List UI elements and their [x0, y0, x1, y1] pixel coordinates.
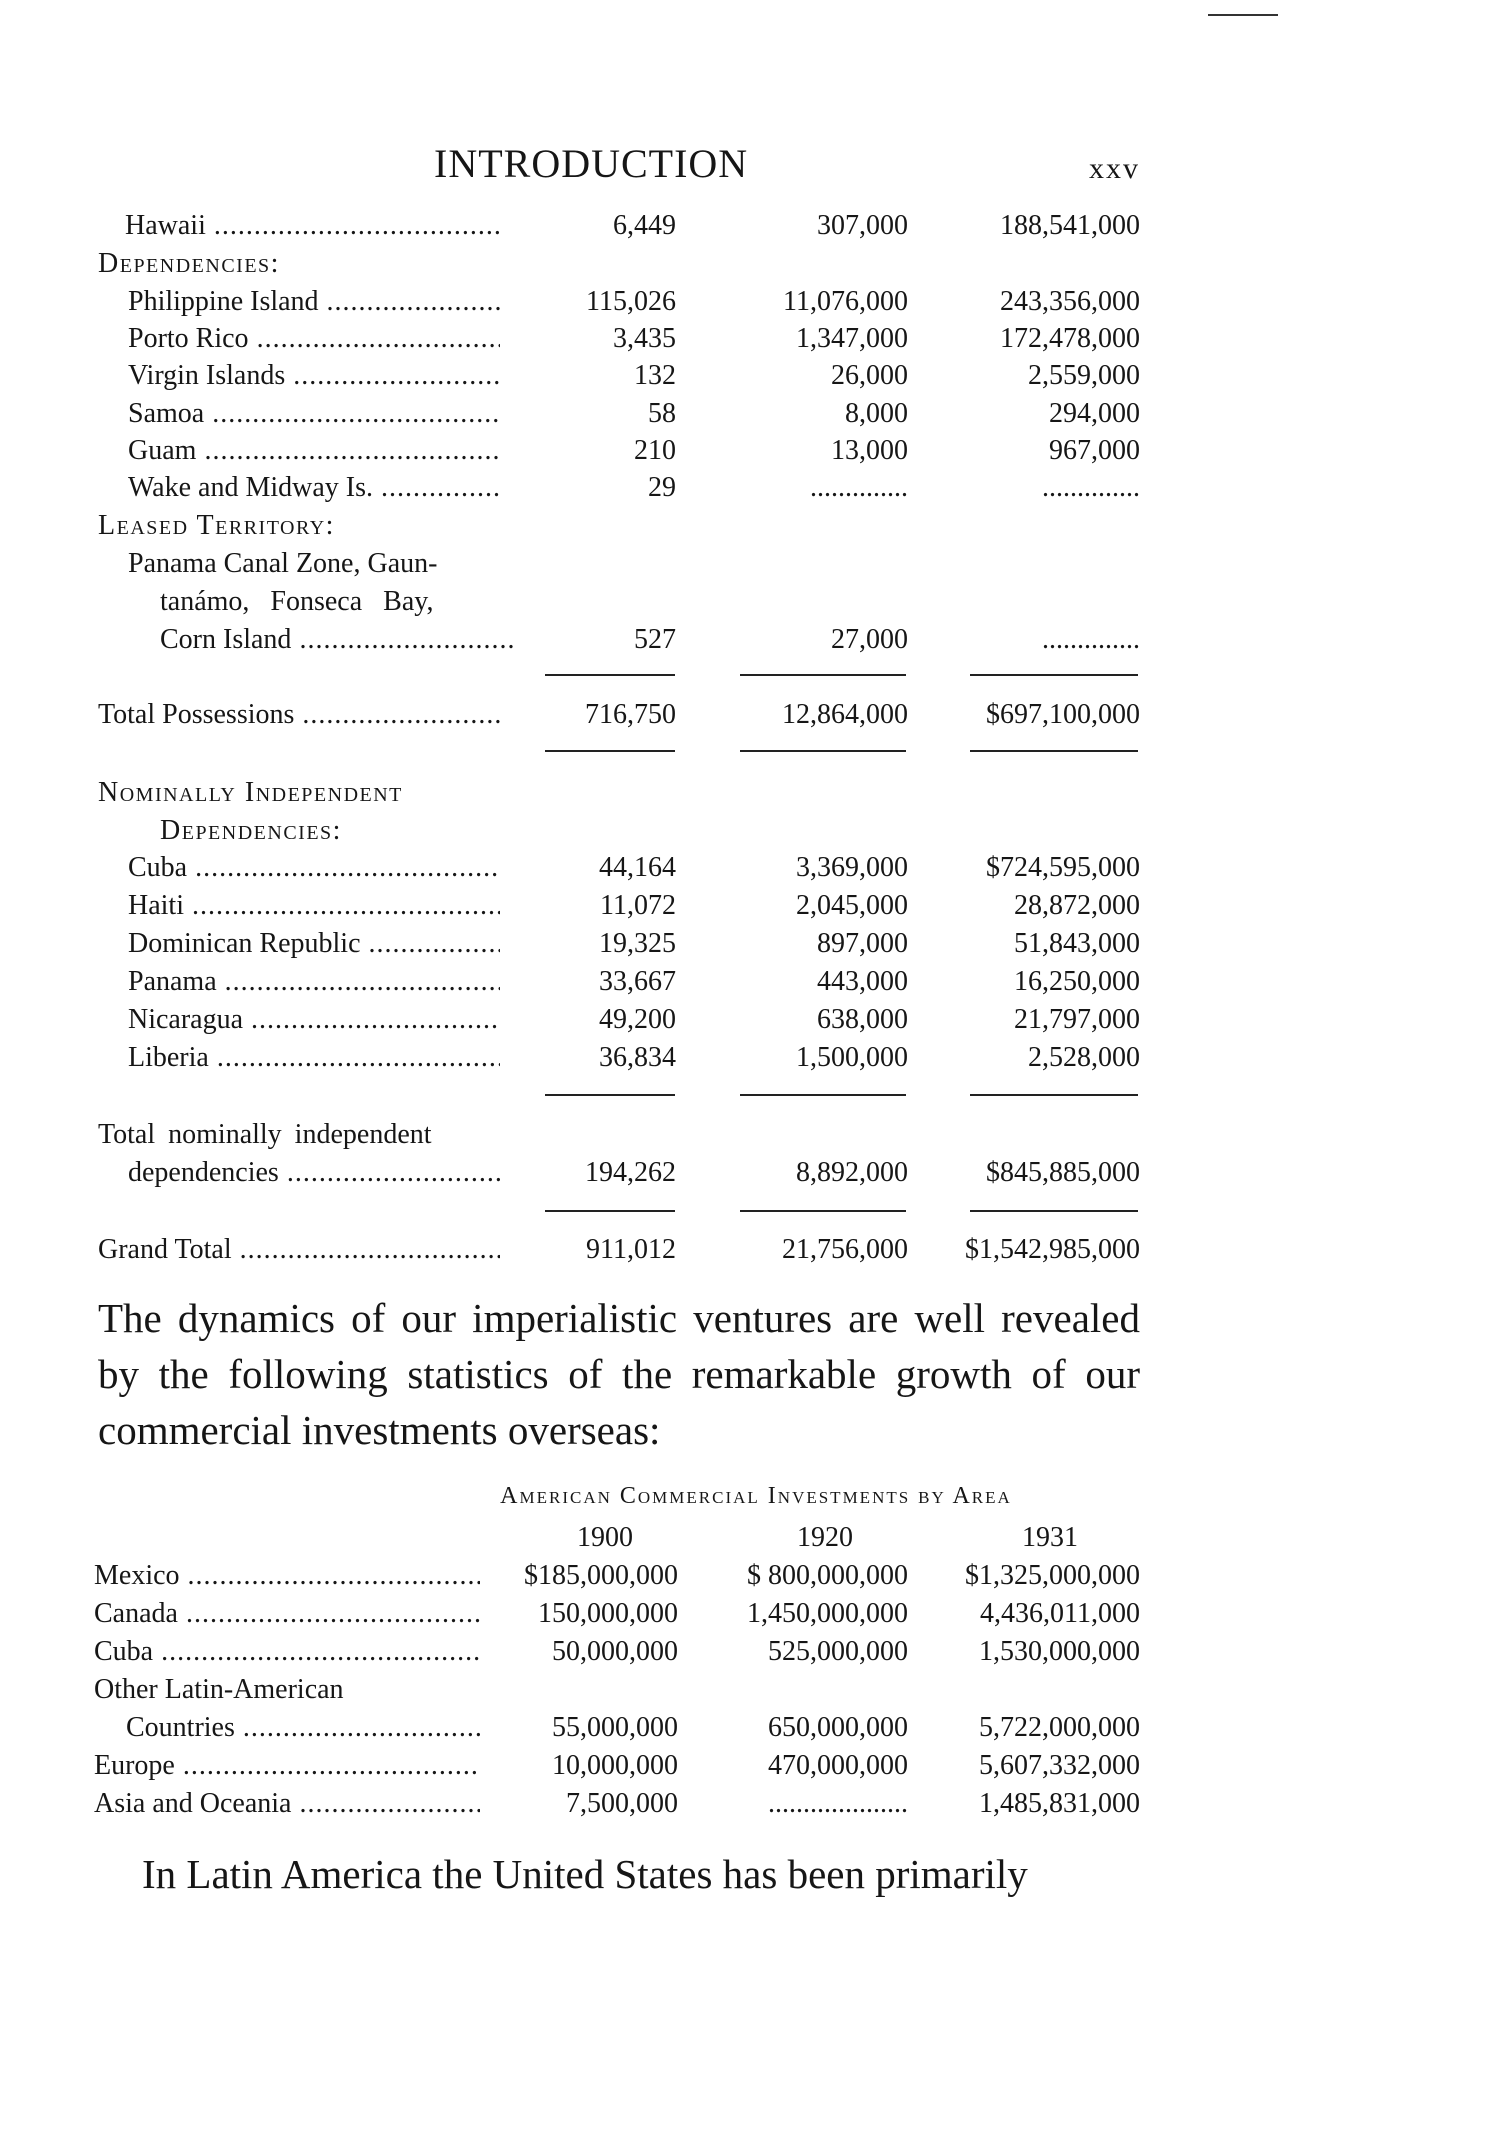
- column-rule: [970, 750, 1138, 752]
- value-1920: 1,450,000,000: [747, 1598, 908, 1629]
- value-value: 967,000: [1049, 435, 1140, 466]
- value-value: ..............: [1042, 472, 1140, 503]
- grand-total-row: [0, 1232, 1512, 1268]
- value-1920: 470,000,000: [768, 1750, 908, 1781]
- table-row: [0, 964, 1512, 1000]
- area-value: 3,435: [613, 323, 676, 354]
- total-row: [0, 697, 1512, 733]
- population-value: 897,000: [817, 928, 908, 959]
- table-row-label-line: [0, 1672, 1512, 1708]
- column-rule: [740, 674, 906, 676]
- area-value: 911,012: [586, 1234, 676, 1265]
- table-row: [0, 433, 1512, 469]
- population-value: 13,000: [831, 435, 908, 466]
- column-rule: [970, 1210, 1138, 1212]
- column-rule: [545, 1094, 675, 1096]
- row-label: Samoa .....: [128, 396, 500, 432]
- nominal-heading-line2: Dependencies:: [160, 815, 342, 846]
- population-value: 638,000: [817, 1004, 908, 1035]
- row-label: Asia and Oceania .....: [94, 1786, 480, 1822]
- column-header-1900: 1900: [577, 1522, 633, 1553]
- population-value: ..............: [810, 472, 908, 503]
- population-value: 11,076,000: [783, 286, 908, 317]
- table-row: [0, 470, 1512, 506]
- value-1920: 525,000,000: [768, 1636, 908, 1667]
- column-rule: [545, 1210, 675, 1212]
- area-value: 44,164: [599, 852, 676, 883]
- table-row: [0, 1748, 1512, 1784]
- table-row: [0, 1002, 1512, 1038]
- row-label: Corn Island .....: [160, 622, 516, 658]
- total-row: [0, 1155, 1512, 1191]
- value-value: 294,000: [1049, 398, 1140, 429]
- row-label: Canada .....: [94, 1596, 480, 1632]
- area-value: 33,667: [599, 966, 676, 997]
- row-label: tanámo, Fonseca Bay,: [160, 586, 434, 617]
- population-value: 27,000: [831, 624, 908, 655]
- table-row: [0, 926, 1512, 962]
- row-label: Cuba .....: [94, 1634, 480, 1670]
- area-value: 19,325: [599, 928, 676, 959]
- population-value: 12,864,000: [782, 699, 908, 730]
- area-value: 11,072: [600, 890, 676, 921]
- table-row: [0, 850, 1512, 886]
- row-label: Philippine Island .....: [128, 284, 500, 320]
- table-row: [0, 208, 1512, 244]
- row-label: Porto Rico .....: [128, 321, 500, 357]
- value-value: $1,542,985,000: [965, 1234, 1140, 1265]
- value-1931: 1,485,831,000: [979, 1788, 1140, 1819]
- population-value: 8,000: [845, 398, 908, 429]
- area-value: 210: [634, 435, 676, 466]
- table-row: [0, 1634, 1512, 1670]
- population-value: 2,045,000: [796, 890, 908, 921]
- row-label: Mexico .....: [94, 1558, 480, 1594]
- column-rule: [545, 750, 675, 752]
- value-value: 16,250,000: [1014, 966, 1140, 997]
- table-row: [0, 396, 1512, 432]
- row-label: Total Possessions .....: [98, 697, 500, 733]
- value-1931: 5,722,000,000: [979, 1712, 1140, 1743]
- row-label: dependencies .....: [128, 1155, 500, 1191]
- area-value: 115,026: [586, 286, 676, 317]
- population-value: 26,000: [831, 360, 908, 391]
- value-1900: $185,000,000: [524, 1560, 678, 1591]
- value-value: 243,356,000: [1000, 286, 1140, 317]
- row-label: Wake and Midway Is. .....: [128, 470, 500, 506]
- row-label: Europe .....: [94, 1748, 480, 1784]
- area-value: 29: [648, 472, 676, 503]
- value-value: 2,559,000: [1028, 360, 1140, 391]
- area-value: 6,449: [613, 210, 676, 241]
- table-row-label-line: [0, 1117, 1512, 1153]
- population-value: 307,000: [817, 210, 908, 241]
- value-value: $697,100,000: [986, 699, 1140, 730]
- page-number: xxv: [1089, 152, 1140, 185]
- area-value: 194,262: [585, 1157, 676, 1188]
- dependencies-heading: Dependencies:: [98, 248, 280, 279]
- column-rule: [545, 674, 675, 676]
- table-row: [0, 284, 1512, 320]
- area-value: 527: [634, 624, 676, 655]
- population-value: 8,892,000: [796, 1157, 908, 1188]
- row-label: Cuba .....: [128, 850, 500, 886]
- row-label: Dominican Republic .....: [128, 926, 500, 962]
- column-rule: [740, 1094, 906, 1096]
- table-row-label-line: [0, 584, 1512, 620]
- value-1931: $1,325,000,000: [965, 1560, 1140, 1591]
- column-rule: [740, 750, 906, 752]
- column-header-1920: 1920: [797, 1522, 853, 1553]
- table-row: [0, 1040, 1512, 1076]
- area-value: 49,200: [599, 1004, 676, 1035]
- column-rule: [970, 674, 1138, 676]
- row-label: Nicaragua .....: [128, 1002, 500, 1038]
- value-1920: ....................: [768, 1788, 908, 1819]
- column-rule: [970, 1094, 1138, 1096]
- value-1900: 55,000,000: [552, 1712, 678, 1743]
- row-label: Grand Total .....: [98, 1232, 500, 1268]
- value-1900: 7,500,000: [566, 1788, 678, 1819]
- section-heading: [0, 246, 1512, 282]
- leased-heading: Leased Territory:: [98, 510, 335, 541]
- table-title: American Commercial Investments by Area: [500, 1483, 1012, 1509]
- value-value: ..............: [1042, 624, 1140, 655]
- value-1900: 50,000,000: [552, 1636, 678, 1667]
- area-value: 58: [648, 398, 676, 429]
- row-label: Guam .....: [128, 433, 500, 469]
- table-row: [0, 1710, 1512, 1746]
- population-value: 21,756,000: [782, 1234, 908, 1265]
- row-label: Virgin Islands .....: [128, 358, 500, 394]
- population-value: 443,000: [817, 966, 908, 997]
- column-header-1931: 1931: [1022, 1522, 1078, 1553]
- row-label: Panama .....: [128, 964, 500, 1000]
- value-value: 188,541,000: [1000, 210, 1140, 241]
- value-1900: 10,000,000: [552, 1750, 678, 1781]
- table-row: [0, 358, 1512, 394]
- population-value: 3,369,000: [796, 852, 908, 883]
- column-rule: [740, 1210, 906, 1212]
- table-row: [0, 321, 1512, 357]
- value-1931: 4,436,011,000: [980, 1598, 1140, 1629]
- body-paragraph: In Latin America the United States has been primarily: [142, 1851, 1028, 1897]
- value-1900: 150,000,000: [538, 1598, 678, 1629]
- running-header: [98, 140, 1140, 196]
- value-1931: 1,530,000,000: [979, 1636, 1140, 1667]
- value-value: $724,595,000: [986, 852, 1140, 883]
- table-row-label-line: [0, 546, 1512, 582]
- area-value: 36,834: [599, 1042, 676, 1073]
- area-value: 132: [634, 360, 676, 391]
- row-label: Panama Canal Zone, Gaun-: [128, 548, 438, 579]
- nominal-heading-line1: Nominally Independent: [98, 777, 403, 808]
- table-row: [0, 888, 1512, 924]
- value-value: 21,797,000: [1014, 1004, 1140, 1035]
- table-row: [0, 622, 1512, 658]
- row-label: Haiti .....: [128, 888, 500, 924]
- value-value: 2,528,000: [1028, 1042, 1140, 1073]
- page-title: INTRODUCTION: [434, 141, 749, 186]
- row-label: Liberia .....: [128, 1040, 500, 1076]
- value-value: 51,843,000: [1014, 928, 1140, 959]
- row-label: Other Latin-American: [94, 1674, 344, 1705]
- population-value: 1,500,000: [796, 1042, 908, 1073]
- row-label: Countries .....: [126, 1710, 480, 1746]
- section-heading: [0, 775, 1512, 811]
- value-value: 172,478,000: [1000, 323, 1140, 354]
- table-row: [0, 1558, 1512, 1594]
- section-heading: [0, 508, 1512, 544]
- row-label: Total nominally independent: [98, 1119, 432, 1150]
- value-value: 28,872,000: [1014, 890, 1140, 921]
- body-paragraph: The dynamics of our imperialistic ventures are well revealed by the following statistics of the remarkable growth of our commercial investments overseas:: [98, 1295, 1140, 1453]
- corner-rule: [1208, 14, 1278, 16]
- table-row: [0, 1596, 1512, 1632]
- population-value: 1,347,000: [796, 323, 908, 354]
- table-row: [0, 1786, 1512, 1822]
- value-1920: $ 800,000,000: [747, 1560, 908, 1591]
- value-value: $845,885,000: [986, 1157, 1140, 1188]
- value-1931: 5,607,332,000: [979, 1750, 1140, 1781]
- value-1920: 650,000,000: [768, 1712, 908, 1743]
- row-label: Hawaii .....: [125, 208, 500, 244]
- section-heading: [0, 813, 1512, 849]
- area-value: 716,750: [585, 699, 676, 730]
